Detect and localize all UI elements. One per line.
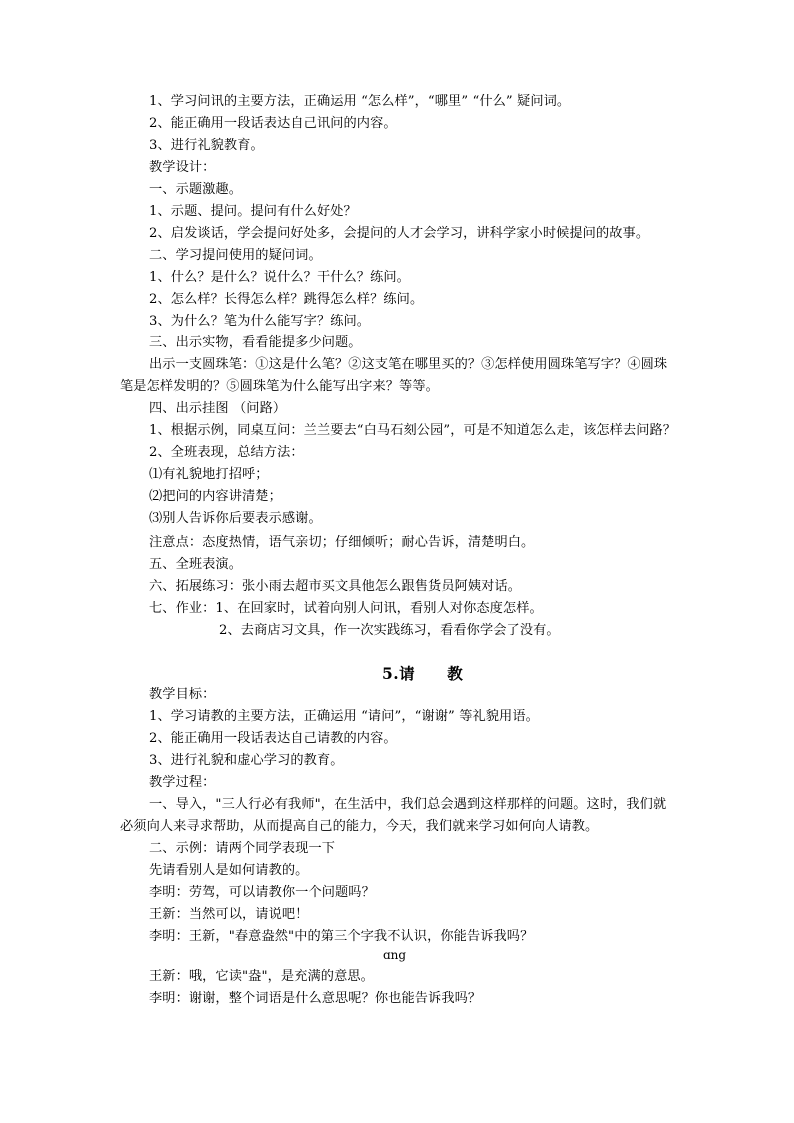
process-line: 先请看别人是如何请教的。	[149, 863, 309, 878]
step-line: 笔是怎样发明的？⑤圆珠笔为什么能写出字来？等等。	[120, 379, 439, 394]
step-line: 一、示题激趣。	[149, 182, 243, 197]
step-line: 三、出示实物，看看能提多少问题。	[149, 335, 362, 350]
step-line: ⑴有礼貌地打招呼；	[149, 467, 269, 482]
step-line: 四、出示挂图 （问路）	[149, 401, 287, 416]
step-line: 3、为什么？笔为什么能写字？练问。	[149, 314, 371, 329]
step-line: ⑵把问的内容讲清楚；	[149, 489, 282, 504]
step-line: 五、全班表演。	[149, 557, 243, 572]
goal-line-3: 3、进行礼貌教育。	[149, 138, 264, 153]
goal-line-3: 3、进行礼貌和虚心学习的教育。	[149, 753, 344, 768]
step-line: 2、去商店习文具，作一次实践练习，看看你学会了没有。	[219, 623, 560, 638]
step-line: 七、作业：1、在回家时，试着向别人问讯，看别人对你态度怎样。	[149, 601, 543, 616]
step-line: 1、根据示例，同桌互问：兰兰要去“白马石刻公园”，可是不知道怎么走，该怎样去问路？	[149, 423, 677, 438]
step-line: 2、启发谈话，学会提问好处多，会提问的人才会学习，讲科学家小时候提问的故事。	[149, 226, 650, 241]
process-line: 二、示例：请两个同学表现一下	[149, 841, 336, 856]
dialog-line: 李明：王新，"春意盎然"中的第三个字我不认识，你能告诉我吗？	[149, 929, 534, 944]
process-line: 必须向人来寻求帮助，从而提高自己的能力，今天，我们就来学习如何向人请教。	[120, 819, 599, 834]
process-label: 教学过程：	[149, 775, 216, 790]
dialog-line: 王新：哦，它读"盎"，是充满的意思。	[149, 969, 374, 984]
step-line: 2、怎么样？长得怎么样？跳得怎么样？练问。	[149, 292, 424, 307]
step-line: 出示一支圆珠笔：①这是什么笔？②这支笔在哪里买的？③怎样使用圆珠笔写字？④圆珠	[149, 357, 668, 372]
goal-line-2: 2、能正确用一段话表达自己请教的内容。	[149, 731, 397, 746]
goal-line-1: 1、学习请教的主要方法，正确运用 “请问”，“谢谢” 等礼貌用语。	[149, 709, 539, 724]
step-line: 2、全班表现，总结方法：	[149, 445, 304, 460]
step-line: ⑶别人告诉你后要表示感谢。	[149, 511, 322, 526]
step-line: 注意点：态度热情，语气亲切；仔细倾听；耐心告诉，清楚明白。	[149, 535, 535, 550]
page-title	[382, 662, 463, 684]
dialog-line: 王新：当然可以，请说吧！	[149, 907, 309, 922]
pinyin-annotation: ɑng	[383, 948, 407, 962]
goal-line-1: 1、学习问讯的主要方法，正确运用 “怎么样”，“哪里” “什么” 疑问词。	[149, 94, 571, 109]
title-left: 5.请	[382, 664, 416, 683]
design-label: 教学设计：	[149, 160, 216, 175]
process-line: 一、导入，"三人行必有我师"，在生活中，我们总会遇到这样那样的问题。这时，我们就	[149, 797, 667, 812]
dialog-line: 李明：谢谢，整个词语是什么意思呢？你也能告诉我吗？	[149, 991, 482, 1006]
dialog-line: 李明：劳驾，可以请教你一个问题吗？	[149, 885, 375, 900]
goal-line-2: 2、能正确用一段话表达自己讯问的内容。	[149, 116, 397, 131]
step-line: 二、学习提问使用的疑问词。	[149, 248, 322, 263]
step-line: 六、拓展练习：张小雨去超市买文具他怎么跟售货员阿姨对话。	[149, 579, 522, 594]
title-right: 教	[447, 664, 464, 683]
goals-label: 教学目标：	[149, 687, 216, 702]
step-line: 1、示题、提问。提问有什么好处？	[149, 204, 357, 219]
step-line: 1、什么？是什么？说什么？干什么？练问。	[149, 270, 410, 285]
